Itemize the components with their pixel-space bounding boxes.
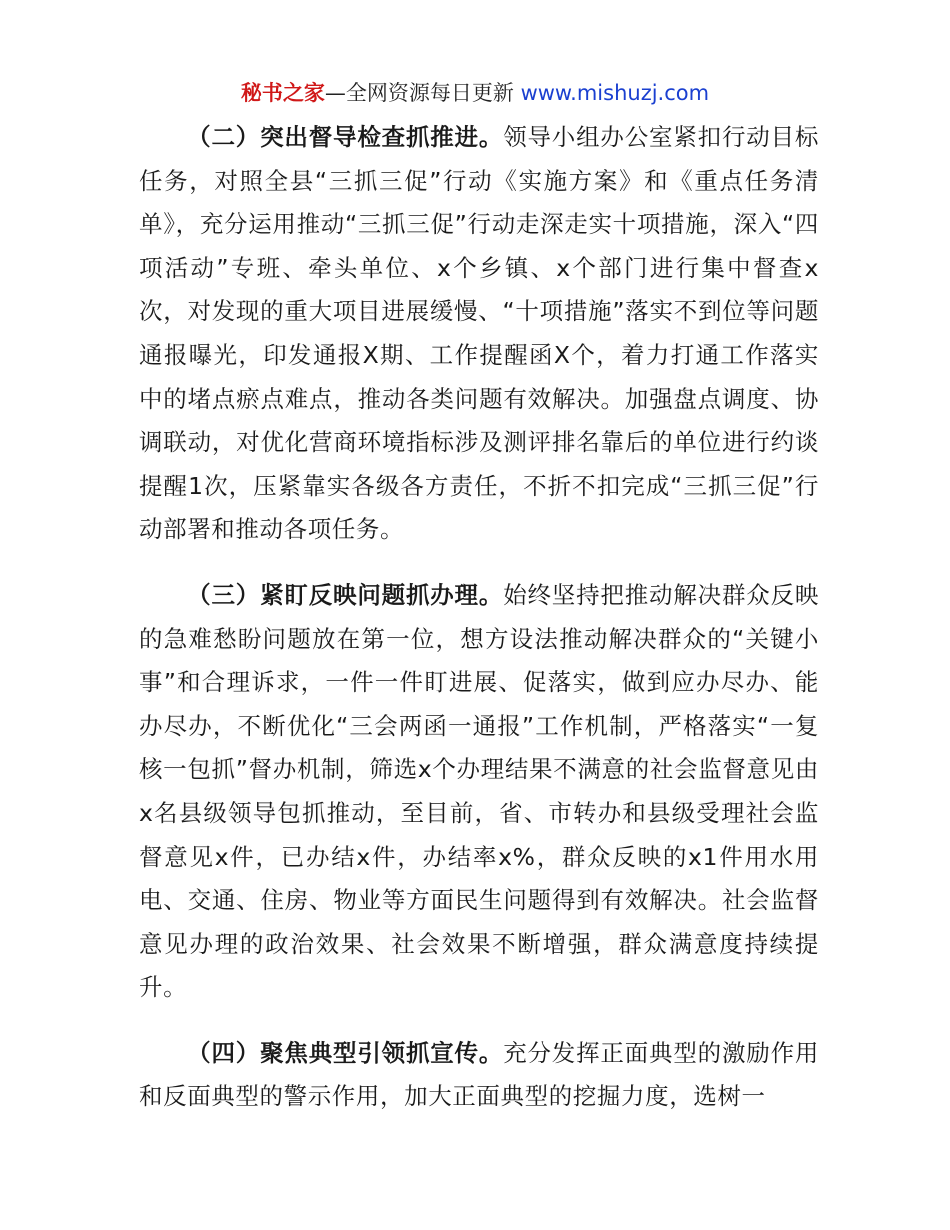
paragraph-text-4: 充分发挥正面典型的激励作用和反面典型的警示作用，加大正面典型的挖掘力度，选树一 xyxy=(139,1038,819,1111)
section-heading-3: （三）紧盯反映问题抓办理。 xyxy=(187,580,504,609)
site-url-link[interactable]: www.mishuzj.com xyxy=(520,81,710,105)
paragraph-publicity xyxy=(139,1032,819,1119)
paragraph-text-2: 领导小组办公室紧扣行动目标任务，对照全县“三抓三促”行动《实施方案》和《重点任务清单》，充分运用推动“三抓三促”行动走深走实十项措施，深入“四项活动”专班、牵头单位、x个乡镇、x个部门进行集中督查x次，对发现的重大项目进展缓慢、“十项措施”落实不到位等问题通报曝光，印发通报X期、工作提醒函X个，着力打通工作落实中的堵点瘀点难点，推动各类问题有效解决。加强盘点调度、协调联动，对优化营商环境指标涉及测评排名靠后的单位进行约谈提醒1次，压紧靠实各级各方责任，不折不扣完成“三抓三促”行动部署和推动各项任务。 xyxy=(139,123,819,544)
paragraph-supervision xyxy=(139,116,819,552)
paragraph-issue-handling xyxy=(139,574,819,1010)
paragraph-text-3: 始终坚持把推动解决群众反映的急难愁盼问题放在第一位，想方设法推动解决群众的“关键小事”和合理诉求，一件一件盯进展、促落实，做到应办尽办、能办尽办，不断优化“三会两函一通报”工作机制，严格落实“一复核一包抓”督办机制，筛选x个办理结果不满意的社会监督意见由x名县级领导包抓推动，至目前，省、市转办和县级受理社会监督意见x件，已办结x件，办结率x%，群众反映的x1件用水用电、交通、住房、物业等方面民生问题得到有效解决。社会监督意见办理的政治效果、社会效果不断增强，群众满意度持续提升。 xyxy=(139,580,819,1002)
site-tagline: —全网资源每日更新 xyxy=(324,81,514,105)
site-brand: 秘书之家 xyxy=(240,81,325,105)
section-heading-2: （二）突出督导检查抓推进。 xyxy=(187,123,504,151)
section-heading-4: （四）聚焦典型引领抓宣传。 xyxy=(187,1038,504,1067)
document-body xyxy=(139,116,819,1141)
site-header xyxy=(0,78,950,108)
